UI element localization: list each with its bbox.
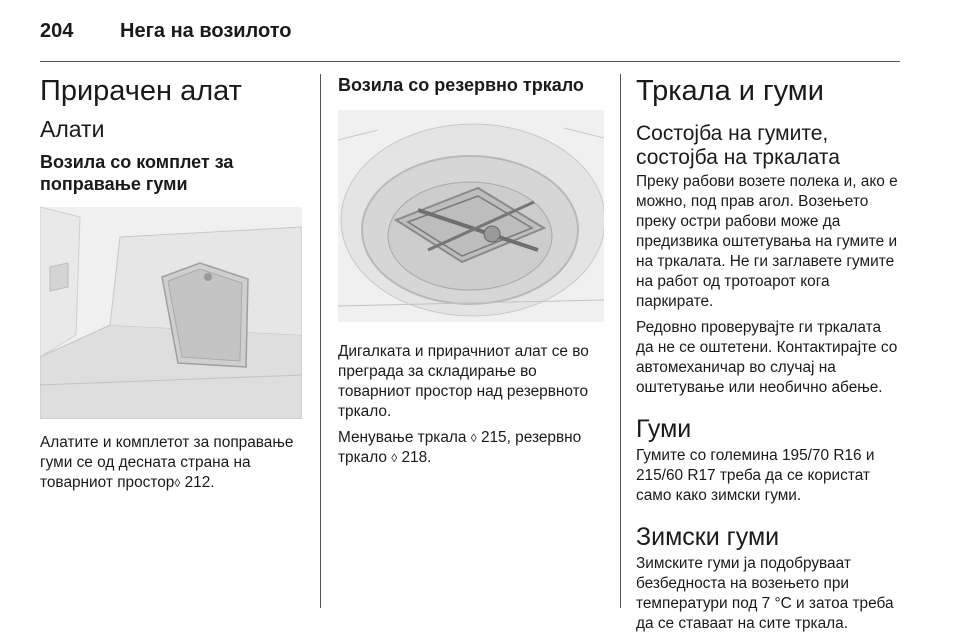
caption-text: Алатите и комплетот за поправање гуми се од десната страна на товарниот простор [40, 434, 294, 491]
subsection-title-tyres: Гуми [636, 415, 692, 443]
column-divider [320, 74, 321, 608]
paragraph-tyre-sizes: Гумите со големина 195/70 R16 и 215/60 R17 треба да се користат само како зимски гуми. [636, 447, 875, 504]
section-title-wheels-tyres: Тркала и гуми [636, 75, 824, 107]
heading-spare-wheel-vehicles: Возила со резервно тркало [338, 75, 584, 95]
page-ref: 215, резервно тркало [338, 429, 582, 466]
see-reference-icon: ◊ [391, 451, 398, 465]
subsection-title-tools: Алати [40, 116, 105, 142]
paragraph-winter-tyres: Зимските гуми ја подобруваат безбедноста на возењето при температури под 7 °C и затоа треба да се ставаат на сите тркала. [636, 555, 894, 632]
section-title-hand-tools: Прирачен алат [40, 75, 242, 107]
column-1 [40, 74, 302, 493]
ref-text: Менување тркала [338, 429, 467, 446]
figure-spare-wheel [338, 110, 604, 322]
running-title: Нега на возилото [120, 20, 292, 42]
figure-caption [40, 433, 302, 493]
paragraph-kerb-driving: Преку рабови возете полека и, ако е можно, под прав агол. Возењето преку остри рабови може да предизвика оштетувања на гумите и на тркалата. Не ги заглавете гумите на работ од тротоарот кога паркирате. [636, 173, 898, 310]
heading-repair-kit-vehicles: Возила со комплет за поправање гуми [40, 152, 234, 194]
header-rule [40, 61, 900, 62]
see-reference-icon: ◊ [174, 476, 181, 490]
paragraph-wheel-change-ref [338, 428, 604, 468]
spare-wheel-illustration [338, 110, 604, 322]
page-ref: 218. [401, 449, 432, 466]
column-3 [636, 74, 902, 634]
see-reference-icon: ◊ [470, 431, 477, 445]
paragraph-jack-location: Дигалката и прирачниот алат се во преграда за складирање во товарниот простор над резервното тркало. [338, 343, 589, 420]
column-2 [338, 74, 604, 468]
trunk-illustration [40, 207, 302, 419]
caption-page-ref: 212. [184, 474, 215, 491]
subsection-title-condition: Состојба на гумите, состојба на тркалата [636, 122, 840, 169]
page-header [40, 20, 900, 50]
column-divider [620, 74, 621, 608]
figure-trunk-repair-kit [40, 207, 302, 419]
page-number: 204 [40, 20, 74, 42]
subsection-title-winter-tyres: Зимски гуми [636, 523, 780, 551]
paragraph-regular-check: Редовно проверувајте ги тркалата да не се оштетени. Контактирајте со автомеханичар во случај на оштетување или необично абење. [636, 319, 898, 396]
